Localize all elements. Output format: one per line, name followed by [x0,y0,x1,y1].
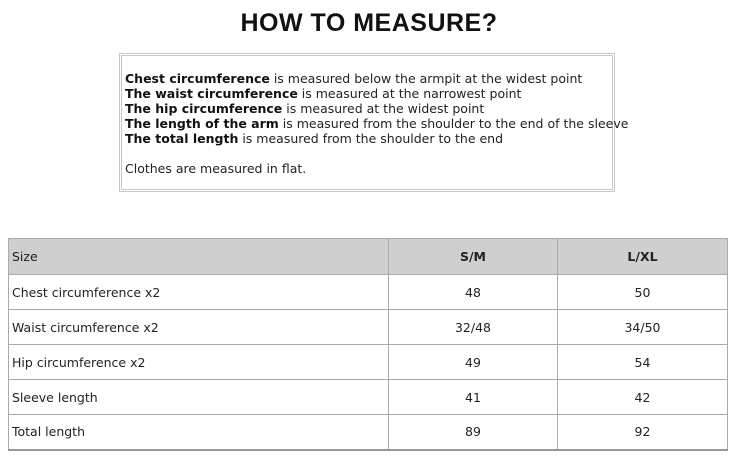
column-header-sm: S/M [389,239,558,275]
info-description: is measured at the widest point [282,101,485,116]
cell-lxl: 92 [558,415,728,450]
cell-lxl: 50 [558,275,728,310]
cell-sm: 49 [389,345,558,380]
table-row [9,380,728,415]
info-note: Clothes are measured in flat. [125,161,307,176]
table-row [9,275,728,310]
info-term: The length of the arm [125,116,279,131]
info-line-hip [125,101,612,116]
info-line-total [125,131,612,146]
size-chart-table [8,238,728,451]
info-line-chest [125,71,612,86]
info-term: The waist circumference [125,86,298,101]
column-header-size: Size [9,239,389,275]
info-line-arm [125,116,629,131]
info-term: Chest circumference [125,71,270,86]
table-header-row [9,239,728,275]
info-description: is measured at the narrowest point [297,86,522,101]
row-label: Waist circumference x2 [9,310,389,345]
measurement-info-box [119,53,629,192]
info-description: is measured from the shoulder to the end of the sleeve [278,116,629,131]
row-label: Chest circumference x2 [9,275,389,310]
measurement-info-text [125,71,629,176]
cell-sm: 48 [389,275,558,310]
row-label: Total length [9,415,389,450]
cell-lxl: 34/50 [558,310,728,345]
cell-sm: 32/48 [389,310,558,345]
row-label: Sleeve length [9,380,389,415]
table-row [9,345,728,380]
info-term: The hip circumference [125,101,283,116]
table-row [9,310,728,345]
column-header-lxl: L/XL [558,239,728,275]
row-label: Hip circumference x2 [9,345,389,380]
info-term: The total length [125,131,239,146]
info-description: is measured from the shoulder to the end [238,131,504,146]
cell-lxl: 42 [558,380,728,415]
page-title: HOW TO MEASURE? [240,9,498,37]
cell-sm: 41 [389,380,558,415]
table-row [9,415,728,450]
info-description: is measured below the armpit at the widest point [269,71,583,86]
cell-lxl: 54 [558,345,728,380]
info-line-waist [125,86,612,101]
cell-sm: 89 [389,415,558,450]
